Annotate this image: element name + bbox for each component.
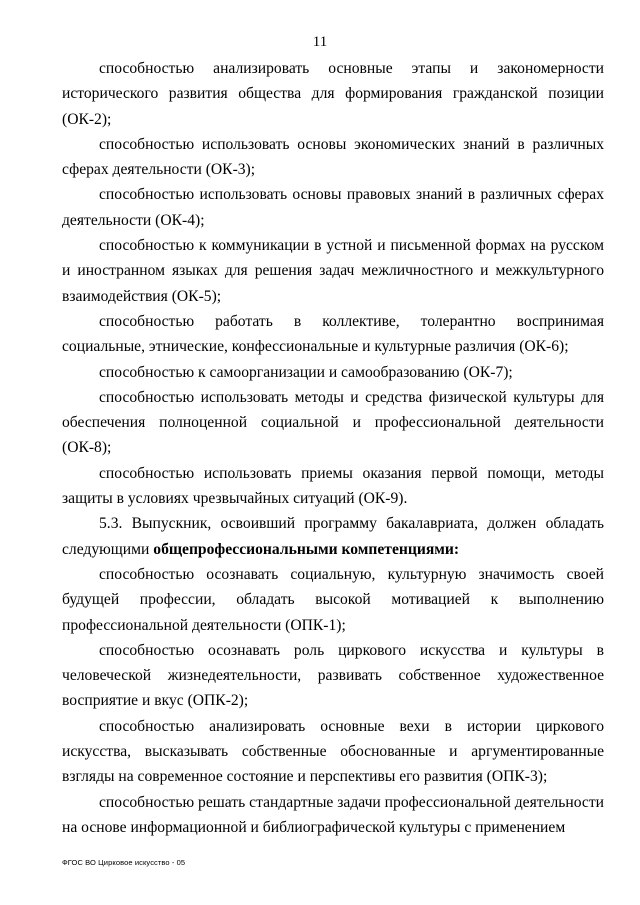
paragraph-ok-7: способностью к самоорганизации и самообразованию (ОК-7);: [99, 363, 513, 381]
paragraph-opk-4-partial: способностью решать стандартные задачи профессиональной деятельности на основе информационной и библиографической культуры с применением: [62, 793, 604, 836]
paragraph-ok-9: способностью использовать приемы оказания первой помощи, методы защиты в условиях чрезвычайных ситуаций (ОК-9).: [62, 464, 604, 508]
paragraph-ok-6: способностью работать в коллективе, толерантно воспринимая социальные, этнические, конфессиональные и культурные различия (ОК-6);: [62, 312, 604, 356]
section-5-3-intro: 5.3. Выпускник, освоивший программу бакалавриата, должен обладать следующими: [62, 515, 604, 558]
section-5-3-bold-term: общепрофессиональными компетенциями:: [153, 540, 460, 558]
page-number: 11: [312, 34, 328, 50]
body-text: [62, 56, 604, 840]
paragraph-ok-5: способностью к коммуникации в устной и письменной формах на русском и иностранном языках для решения задач межличностного и межкультурного взаимодействия (ОК-5);: [62, 237, 604, 305]
paragraph-ok-2: способностью анализировать основные этапы и закономерности исторического развития общества для формирования гражданской позиции (ОК-2);: [62, 60, 604, 128]
paragraph-opk-2: способностью осознавать роль циркового искусства и культуры в человеческой жизнедеятельности, развивать собственное художественное восприятие и вкус (ОПК-2);: [62, 641, 604, 710]
paragraph-ok-3: способностью использовать основы экономических знаний в различных сферах деятельности (ОК-3);: [62, 135, 604, 179]
paragraph-ok-4: способностью использовать основы правовых знаний в различных сферах деятельности (ОК-4);: [62, 186, 604, 229]
paragraph-opk-1: способностью осознавать социальную, культурную значимость своей будущей профессии, обладать высокой мотивацией к выполнению профессиональной деятельности (ОПК-1);: [62, 565, 604, 634]
paragraph-ok-8: способностью использовать методы и средства физической культуры для обеспечения полноценной социальной и профессиональной деятельности (ОК-8);: [62, 388, 604, 457]
paragraph-opk-3: способностью анализировать основные вехи в истории циркового искусства, высказывать собственные обоснованные и аргументированные взгляды на современное состояние и перспективы его развития (ОПК-3);: [62, 717, 604, 786]
section-5-3-heading: [62, 511, 604, 562]
page-footer: ФГОС ВО Цирковое искусство - 05: [62, 858, 186, 867]
